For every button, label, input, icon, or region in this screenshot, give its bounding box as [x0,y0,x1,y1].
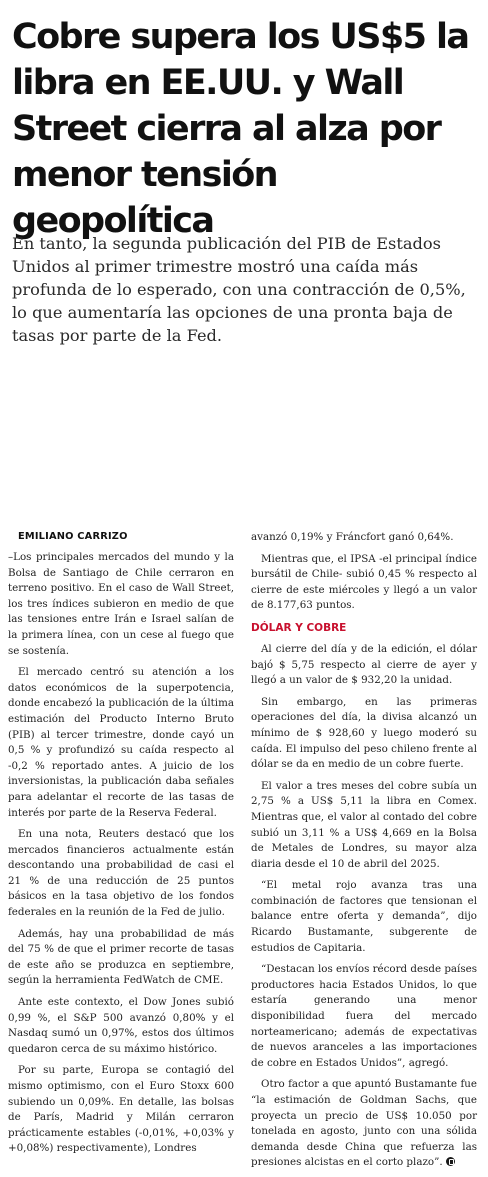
paragraph: “Destacan los envíos récord desde países productores hacia Estados Unidos, lo que estaría generando una menor disponibilidad fuera del mercado norteamericano; además de expectativas de nuevos aranceles a las importaciones de cobre en Estados Unidos”, agregó. [251,963,478,1069]
last-paragraph [251,1077,477,1171]
paragraph: Sin embargo, en las primeras operaciones del día, la divisa alcanzó un mínimo de $ 928,60 y luego moderó su caída. El impulso del peso chileno frente al dólar se da en medio de un cobre fuerte. [251,695,477,771]
headline: Cobre supera los US$5 la libra en EE.UU. y Wall Street cierra al alza por menor tensión geopolítica [12,17,469,241]
byline: EMILIANO CARRIZO [18,531,128,542]
paragraph: Al cierre del día y de la edición, el dólar bajó $ 5,75 respecto al cierre de ayer y llegó a un valor de $ 932,20 la unidad. [251,642,477,687]
paragraph: avanzó 0,19% y Fráncfort ganó 0,64%. [251,531,454,543]
section-subhead: DÓLAR Y COBRE [251,621,347,634]
lede: En tanto, la segunda publicación del PIB de Estados Unidos al primer trimestre mostró una caída más profunda de lo esperado, con una contracción de 0,5%, lo que aumentaría las opciones de una pronta baja de tasas por parte de la Fed. [12,234,466,345]
paragraph: En una nota, Reuters destacó que los mercados financieros actualmente están descontando una probabilidad de casi el 21 % de una reducción de 25 puntos básicos en la tasa objetivo de los fondos federales en la reunión de la Fed de julio. [8,828,234,919]
paragraph: Por su parte, Europa se contagió del mismo optimismo, con el Euro Stoxx 600 subiendo un 0,09%. En detalle, las bolsas de París, Madrid y Milán cerraron prácticamente estables (-0,01%, +0,03% y +0,08%) respectivamente), Londres [8,1064,234,1155]
paragraph: Ante este contexto, el Dow Jones subió 0,99 %, el S&P 500 avanzó 0,80% y el Nasdaq sumó un 0,97%, estos dos últimos quedaron cerca de su máximo histórico. [8,996,234,1055]
paragraph: –Los principales mercados del mundo y la Bolsa de Santiago de Chile cerraron en terreno positivo. En el caso de Wall Street, los tres índices subieron en medio de que las tensiones entre Irán e Israel salían de la primera línea, con un cese al fuego que se sostenía. [8,551,234,657]
paragraph-text: Otro factor a que apuntó Bustamante fue “la estimación de Goldman Sachs, que proyecta un precio de US$ 10.050 por tonelada en agosto, junto con una sólida demanda desde China que refuerza las presiones alcistas en el corto plazo”. [251,1078,477,1169]
paragraph: Además, hay una probabilidad de más del 75 % de que el primer recorte de tasas de este año se produzca en septiembre, según la herramienta FedWatch de CME. [8,927,234,987]
paragraph: El valor a tres meses del cobre subía un 2,75 % a US$ 5,11 la libra en Comex. Mientras que, el valor al contado del cobre subió un 3,11 % a US$ 4,669 en la Bolsa de Metales de Londres, su mayor alza diaria desde el 10 de abril del 2025. [251,779,477,870]
paragraph: Mientras que, el IPSA -el principal índice bursátil de Chile- subió 0,45 % respecto al cierre de este miércoles y llegó a un valor de 8.177,63 puntos. [251,552,477,612]
right-column [251,530,477,1177]
paragraph: El mercado centró su atención a los datos económicos de la superpotencia, donde encabezó la publicación de la última estimación del Producto Interno Bruto (PIB) al tercer trimestre, donde cayó un 0,5 % y profundizó su caída respecto al -0,2 % reportado antes. A juicio de los inversionistas, la publicación daba señales para adelantar el recorte de las tasas de interés por parte de la Reserva Federal. [8,666,234,819]
left-column [8,530,234,1163]
newspaper-end-mark-icon [446,1157,455,1166]
paragraph: “El metal rojo avanza tras una combinación de factores que tensionan el balance entre oferta y demanda”, dijo Ricardo Bustamante, subgerente de estudios de Capitaria. [251,879,477,954]
